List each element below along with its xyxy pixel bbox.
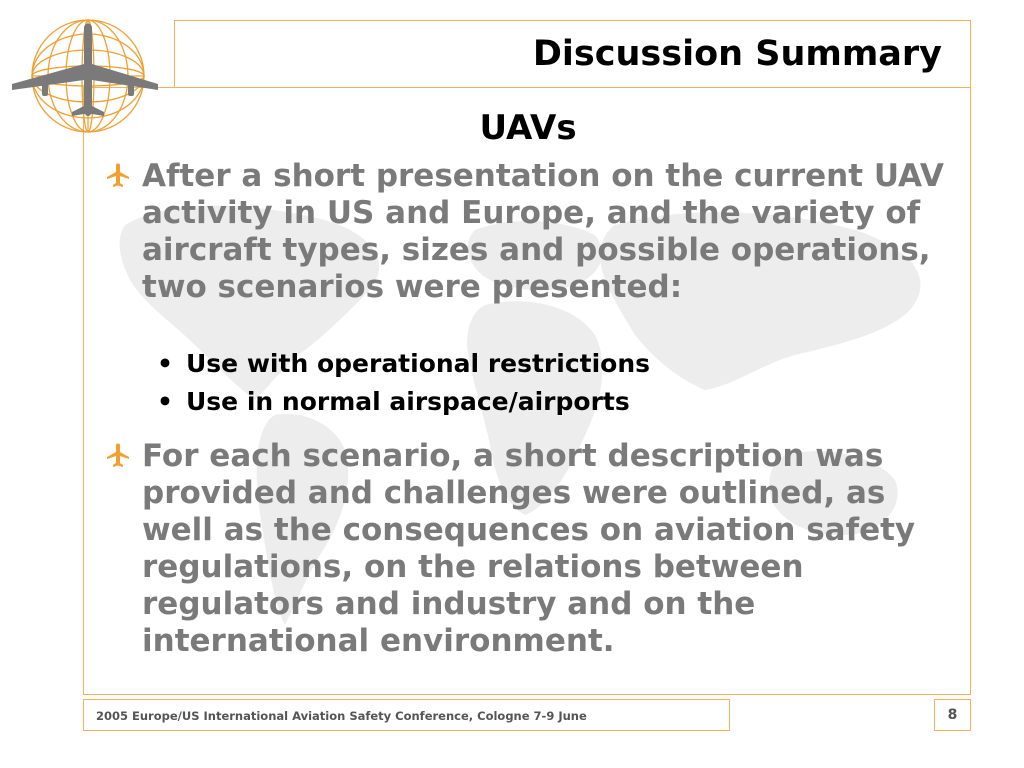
- page-number-box: [934, 699, 971, 731]
- airplane-icon: [106, 162, 130, 188]
- airplane-icon: [106, 442, 130, 468]
- title-frame: [174, 20, 971, 88]
- footer: [83, 699, 730, 731]
- subbullet-2-text: Use in normal airspace/airports: [186, 387, 630, 416]
- bullet-1-text: After a short presentation on the current UAV activity in US and Europe, and the variety of aircraft types, sizes and possible operations, two scenarios were presented:: [142, 158, 944, 305]
- slide-title: Discussion Summary: [532, 34, 942, 74]
- subbullet-dot: •: [157, 387, 173, 416]
- subbullet-dot: •: [157, 349, 173, 378]
- bullet-2-text: For each scenario, a short description was provided and challenges were outlined, as well as the consequences on aviation safety regulations, on the relations between regulators and industry and on the international environment.: [142, 438, 916, 659]
- subbullet-1-text: Use with operational restrictions: [186, 349, 651, 378]
- slide-subtitle: UAVs: [479, 108, 577, 148]
- page-number: 8: [947, 707, 958, 723]
- subbullet-1: [157, 349, 651, 378]
- bullet-1: [142, 158, 962, 306]
- footer-text: 2005 Europe/US International Aviation Safety Conference, Cologne 7-9 June: [96, 709, 587, 723]
- bullet-2: [142, 438, 962, 660]
- subbullet-2: [157, 387, 630, 416]
